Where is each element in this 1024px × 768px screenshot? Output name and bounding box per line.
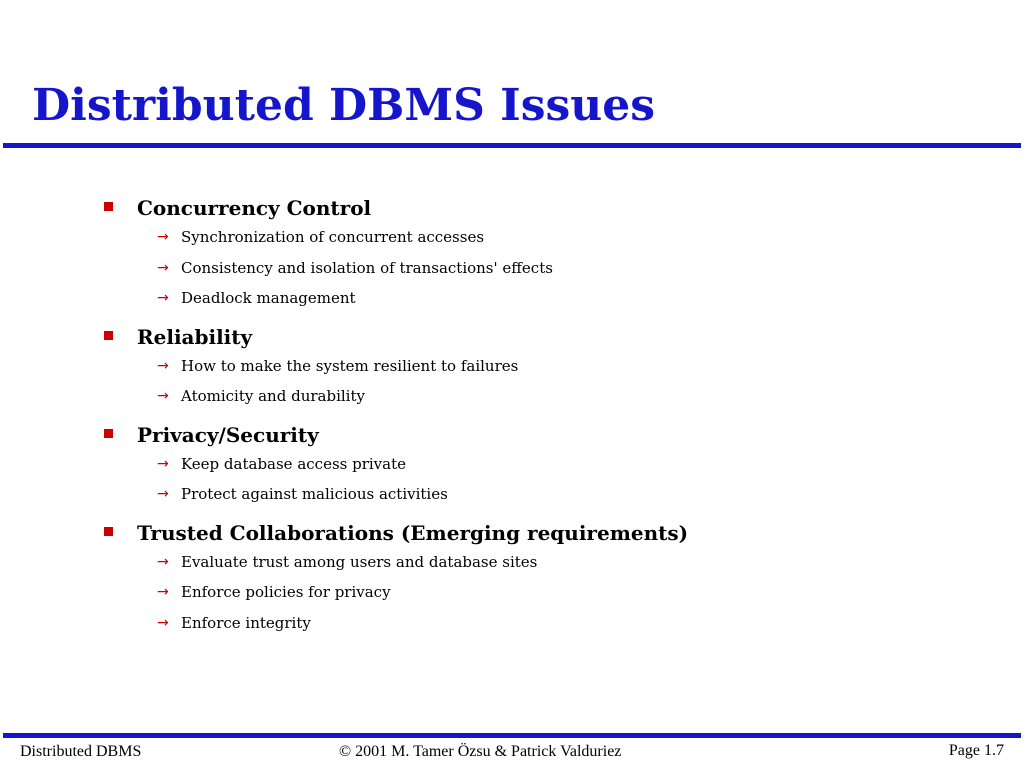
sub-bullet-label: Deadlock management: [181, 289, 356, 307]
arrow-right-icon: →: [157, 290, 169, 306]
footer-course-title: Distributed DBMS: [20, 743, 142, 760]
slide-title: Distributed DBMS Issues: [32, 80, 656, 131]
square-bullet-icon: [104, 331, 113, 340]
arrow-right-icon: →: [157, 388, 169, 404]
arrow-right-icon: →: [157, 486, 169, 502]
square-bullet-icon: [104, 202, 113, 211]
sub-bullet-label: Enforce policies for privacy: [181, 583, 391, 601]
sub-bullet-label: Enforce integrity: [181, 613, 311, 632]
sub-bullet: [104, 284, 1004, 315]
bullet-trusted-collaborations: [104, 518, 1004, 640]
arrow-right-icon: →: [157, 259, 169, 276]
bullet-label: Reliability: [137, 324, 253, 349]
bullet-privacy-security: [104, 420, 1004, 511]
sub-bullet-label: Synchronization of concurrent accesses: [181, 228, 485, 246]
arrow-right-icon: →: [157, 553, 169, 570]
arrow-right-icon: →: [157, 229, 169, 245]
arrow-right-icon: →: [157, 584, 169, 600]
bullet-concurrency-control: [104, 193, 1004, 315]
bullet-label: Trusted Collaborations (Emerging requirements): [137, 520, 689, 545]
sub-bullet: [104, 480, 1004, 511]
arrow-right-icon: →: [157, 614, 169, 631]
sub-bullet: [104, 254, 1004, 285]
sub-bullet-label: Evaluate trust among users and database sites: [181, 552, 538, 571]
bullet-label: Concurrency Control: [137, 196, 372, 220]
sub-bullet-label: Atomicity and durability: [181, 387, 365, 405]
arrow-right-icon: →: [157, 455, 169, 472]
square-bullet-icon: [104, 429, 113, 438]
sub-bullet: [104, 578, 1004, 609]
footer-rule: [3, 733, 1021, 738]
sub-bullet-label: Consistency and isolation of transactions' effects: [181, 258, 553, 277]
footer-copyright: © 2001 M. Tamer Özsu & Patrick Valduriez: [339, 743, 622, 760]
sub-bullet: [104, 223, 1004, 254]
footer-page-number: Page 1.7: [948, 742, 1004, 759]
sub-bullet: [104, 548, 1004, 579]
sub-bullet-label: How to make the system resilient to failures: [181, 356, 519, 375]
bullet-label: Privacy/Security: [137, 422, 319, 447]
sub-bullet: [104, 450, 1004, 481]
title-underline: [3, 143, 1021, 148]
bullet-reliability: [104, 322, 1004, 413]
sub-bullet-label: Keep database access private: [181, 454, 407, 473]
sub-bullet-label: Protect against malicious activities: [181, 485, 448, 503]
sub-bullet: [104, 382, 1004, 413]
arrow-right-icon: →: [157, 357, 169, 374]
square-bullet-icon: [104, 527, 113, 536]
sub-bullet: [104, 352, 1004, 383]
bullet-list: [104, 193, 1004, 646]
sub-bullet: [104, 609, 1004, 640]
